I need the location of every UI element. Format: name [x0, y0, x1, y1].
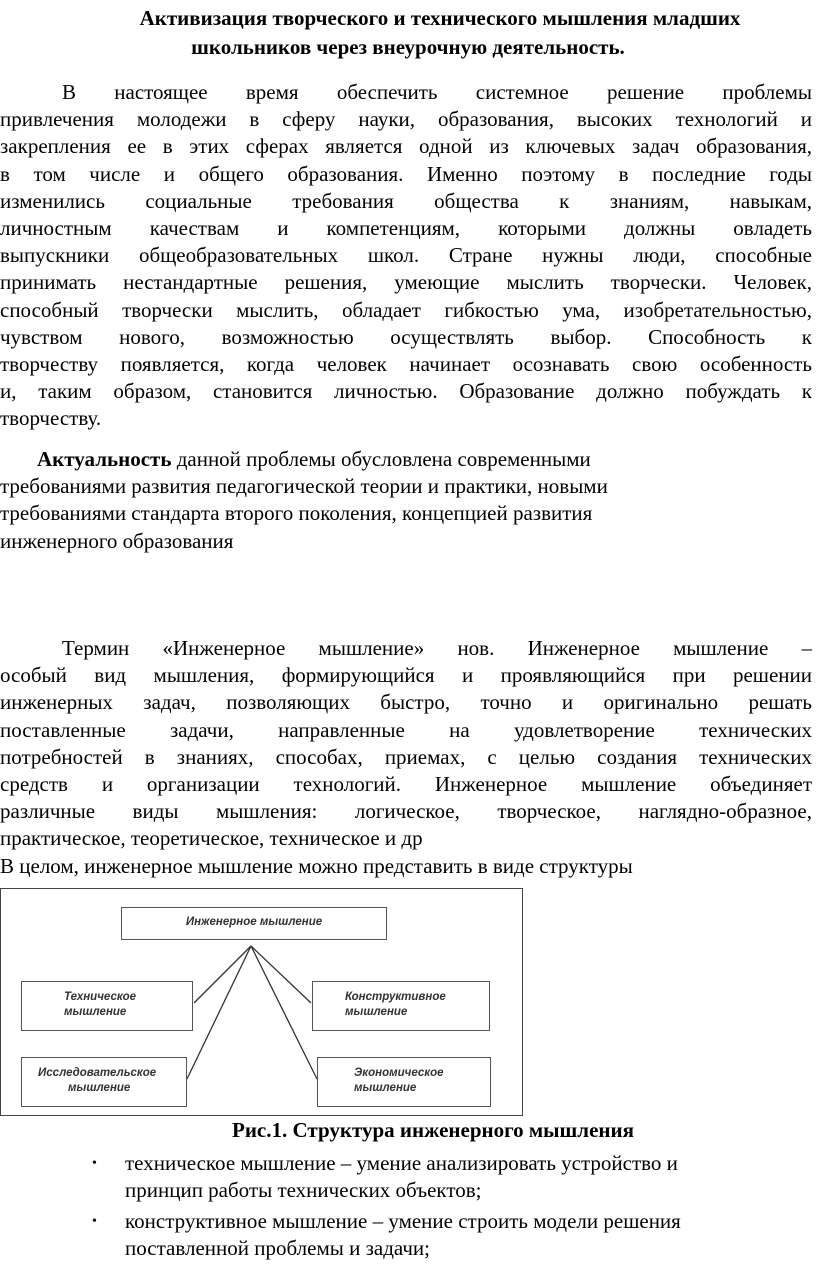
text-line: принимать нестандартные решения, умеющие мыслить творчески. Человек, — [0, 270, 812, 295]
text-line: чувством нового, возможностью осуществлять выбор. Способность к — [0, 324, 812, 349]
text-line: потребностей в знаниях, способах, приемах, с целью создания технических — [0, 744, 812, 769]
text-line: принцип работы технических объектов; — [125, 1178, 482, 1202]
text-line: конструктивное мышление – умение строить модели решения — [125, 1209, 681, 1233]
list-item — [0, 1150, 816, 1204]
connector-line — [194, 946, 251, 1003]
paragraph-term — [0, 635, 812, 853]
diagram-box-center — [121, 907, 387, 940]
title-line-1: Активизация творческого и технического мышления младших — [139, 6, 741, 30]
text-line: инженерных задач, позволяющих быстро, точно и оригинально решать — [0, 690, 812, 715]
bullet-icon: • — [92, 1214, 97, 1229]
text-line: привлечения молодежи в сферу науки, образования, высоких технологий и — [0, 107, 812, 132]
box-label: мышление — [68, 1082, 131, 1094]
text-line: личностным качествам и компетенциям, которыми должны овладеть — [0, 216, 812, 241]
text-line: В целом, инженерное мышление можно представить в виде структуры — [0, 854, 633, 878]
text-line: средств и организации технологий. Инженерное мышление объединяет — [0, 772, 812, 797]
engineering-thinking-diagram — [0, 888, 523, 1116]
document-title — [0, 4, 816, 62]
title-line-2: школьников через внеурочную деятельность. — [191, 35, 625, 59]
bullet-list — [0, 1150, 816, 1266]
text-line: техническое мышление – умение анализировать устройство и — [125, 1151, 678, 1175]
connector-line — [187, 946, 251, 1079]
text-line: выпускники общеобразовательных школ. Стране нужны люди, способные — [0, 243, 812, 268]
text-line: Термин «Инженерное мышление» нов. Инженерное мышление – — [62, 636, 812, 660]
text-line: творчеству. — [0, 406, 102, 431]
text-line: инженерного образования — [0, 528, 234, 553]
text-line: творчеству появляется, когда человек начинает осознавать свою особенность — [0, 352, 812, 377]
relevance-rest: данной проблемы обусловлена современными — [171, 447, 591, 471]
text-line — [0, 446, 608, 473]
diagram-box-constructive — [312, 981, 490, 1031]
text-line: В настоящее время обеспечить системное решение проблемы — [62, 80, 812, 104]
paragraph-intro — [0, 79, 812, 433]
diagram-box-economic — [317, 1057, 491, 1107]
text-line: различные виды мышления: логическое, творческое, наглядно-образное, — [0, 799, 812, 824]
connector-line — [251, 946, 311, 1003]
text-line: требованиями развития педагогической теории и практики, новыми — [0, 474, 608, 499]
box-label: Техническое — [64, 991, 137, 1003]
diagram-box-technical — [21, 981, 193, 1031]
text-line: поставленной проблемы и задачи; — [125, 1236, 430, 1260]
paragraph-relevance — [0, 446, 608, 555]
connector-line — [251, 946, 317, 1079]
box-label: мышление — [345, 1006, 408, 1018]
text-line: практическое, теоретическое, техническое и др — [0, 826, 423, 851]
text-line: изменились социальные требования общества к знаниям, навыкам, — [0, 188, 812, 213]
text-line: закрепления ее в этих сферах является одной из ключевых задач образования, — [0, 134, 812, 159]
diagram-box-research — [21, 1057, 187, 1107]
box-label: мышление — [354, 1082, 417, 1094]
text-line: и, таким образом, становится личностью. Образование должно побуждать к — [0, 379, 812, 404]
box-label: Экономическое — [354, 1067, 444, 1079]
paragraph-structure-intro — [0, 853, 633, 880]
text-line: поставленные задачи, направленные на удовлетворение технических — [0, 717, 812, 742]
text-line: способный творчески мыслить, обладает гибкостью ума, изобретательностью, — [0, 297, 812, 322]
box-label: Конструктивное — [345, 991, 446, 1003]
box-label: Инженерное мышление — [185, 916, 323, 928]
text-line: в том числе и общего образования. Именно поэтому в последние годы — [0, 161, 812, 186]
box-label: мышление — [64, 1006, 127, 1018]
text-line: требованиями стандарта второго поколения, концепцией развития — [0, 501, 593, 526]
bullet-icon: • — [92, 1156, 97, 1171]
text-line: особый вид мышления, формирующийся и проявляющийся при решении — [0, 663, 812, 688]
list-item — [0, 1208, 816, 1262]
figure-caption: Рис.1. Структура инженерного мышления — [232, 1118, 634, 1142]
relevance-bold: Актуальность — [37, 447, 172, 471]
box-label: Исследовательское — [38, 1067, 157, 1079]
